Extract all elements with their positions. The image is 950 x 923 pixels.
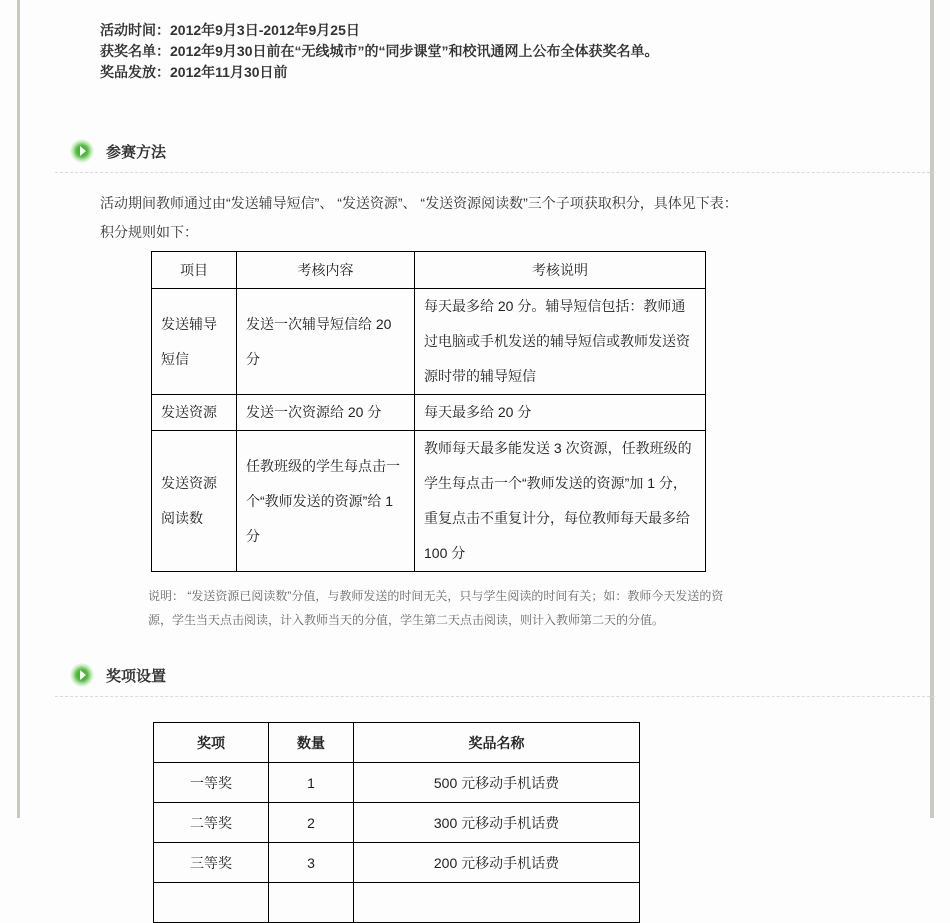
green-play-bullet-icon <box>70 663 94 687</box>
cell-quantity: 3 <box>269 843 354 883</box>
table-row <box>152 431 706 572</box>
section-title-method: 参赛方法 <box>106 143 167 161</box>
cell-description: 教师每天最多能发送 3 次资源，任教班级的学生每点击一个“教师发送的资源”加 1 分，重复点击不重复计分，每位教师每天最多给 100 分 <box>415 431 706 572</box>
cell-content: 发送一次辅导短信给 20 分 <box>237 289 415 395</box>
table-row <box>154 843 640 883</box>
section-title-prizes: 奖项设置 <box>106 667 167 685</box>
cell-quantity: 1 <box>269 763 354 803</box>
intro-line-2: 积分规则如下： <box>100 224 198 240</box>
cell-content: 发送一次资源给 20 分 <box>237 395 415 431</box>
intro-line-1: 活动期间教师通过由“发送辅导短信”、 “发送资源”、 “发送资源阅读数”三个子项获取积分，具体见下表： <box>100 195 738 211</box>
column-header-prize-name: 奖品名称 <box>354 723 640 763</box>
table-row <box>154 883 640 923</box>
cell-prize-name: 200 元移动手机话费 <box>354 843 640 883</box>
prize-delivery-line: 奖品发放：2012年11月30日前 <box>100 64 288 80</box>
method-intro-paragraph <box>100 189 930 247</box>
section-header-method <box>70 139 930 163</box>
cell-quantity: 2 <box>269 803 354 843</box>
cell-prize-name: 500 元移动手机话费 <box>354 763 640 803</box>
section-header-prizes <box>70 663 930 687</box>
cell-award <box>154 883 269 923</box>
prize-table <box>153 722 640 923</box>
cell-description: 每天最多给 20 分 <box>415 395 706 431</box>
cell-prize-name <box>354 883 640 923</box>
column-header-award: 奖项 <box>154 723 269 763</box>
table-row <box>154 763 640 803</box>
column-header-quantity: 数量 <box>269 723 354 763</box>
section-divider <box>55 172 935 173</box>
table-row <box>154 803 640 843</box>
cell-item: 发送辅导短信 <box>152 289 237 395</box>
table-header-row <box>154 723 640 763</box>
document-content <box>20 0 930 871</box>
column-header-item: 项目 <box>152 252 237 289</box>
cell-content: 任教班级的学生每点击一个“教师发送的资源”给 1 分 <box>237 431 415 572</box>
table-row <box>152 289 706 395</box>
winner-list-line: 获奖名单：2012年9月30日前在“无线城市”的“同步课堂”和校讯通网上公布全体获奖名单。 <box>100 43 659 59</box>
column-header-description: 考核说明 <box>415 252 706 289</box>
table-row <box>152 395 706 431</box>
section-divider <box>55 696 935 697</box>
score-note-paragraph: 说明： “发送资源已阅读数”分值，与教师发送的时间无关，只与学生阅读的时间有关；如：教师今天发送的资源，学生当天点击阅读，计入教师当天的分值，学生第二天点击阅读，则计入教师第二天的分值。 <box>148 589 724 627</box>
score-rules-table <box>151 251 706 572</box>
activity-time-line: 活动时间：2012年9月3日-2012年9月25日 <box>100 22 360 38</box>
cell-quantity <box>269 883 354 923</box>
cell-item: 发送资源阅读数 <box>152 431 237 572</box>
cell-award: 一等奖 <box>154 763 269 803</box>
activity-info-block <box>100 20 930 83</box>
cell-award: 二等奖 <box>154 803 269 843</box>
column-header-content: 考核内容 <box>237 252 415 289</box>
green-play-bullet-icon <box>70 139 94 163</box>
cell-award: 三等奖 <box>154 843 269 883</box>
cell-prize-name: 300 元移动手机话费 <box>354 803 640 843</box>
table-header-row <box>152 252 706 289</box>
cell-item: 发送资源 <box>152 395 237 431</box>
cell-description: 每天最多给 20 分。辅导短信包括：教师通过电脑或手机发送的辅导短信或教师发送资源时带的辅导短信 <box>415 289 706 395</box>
